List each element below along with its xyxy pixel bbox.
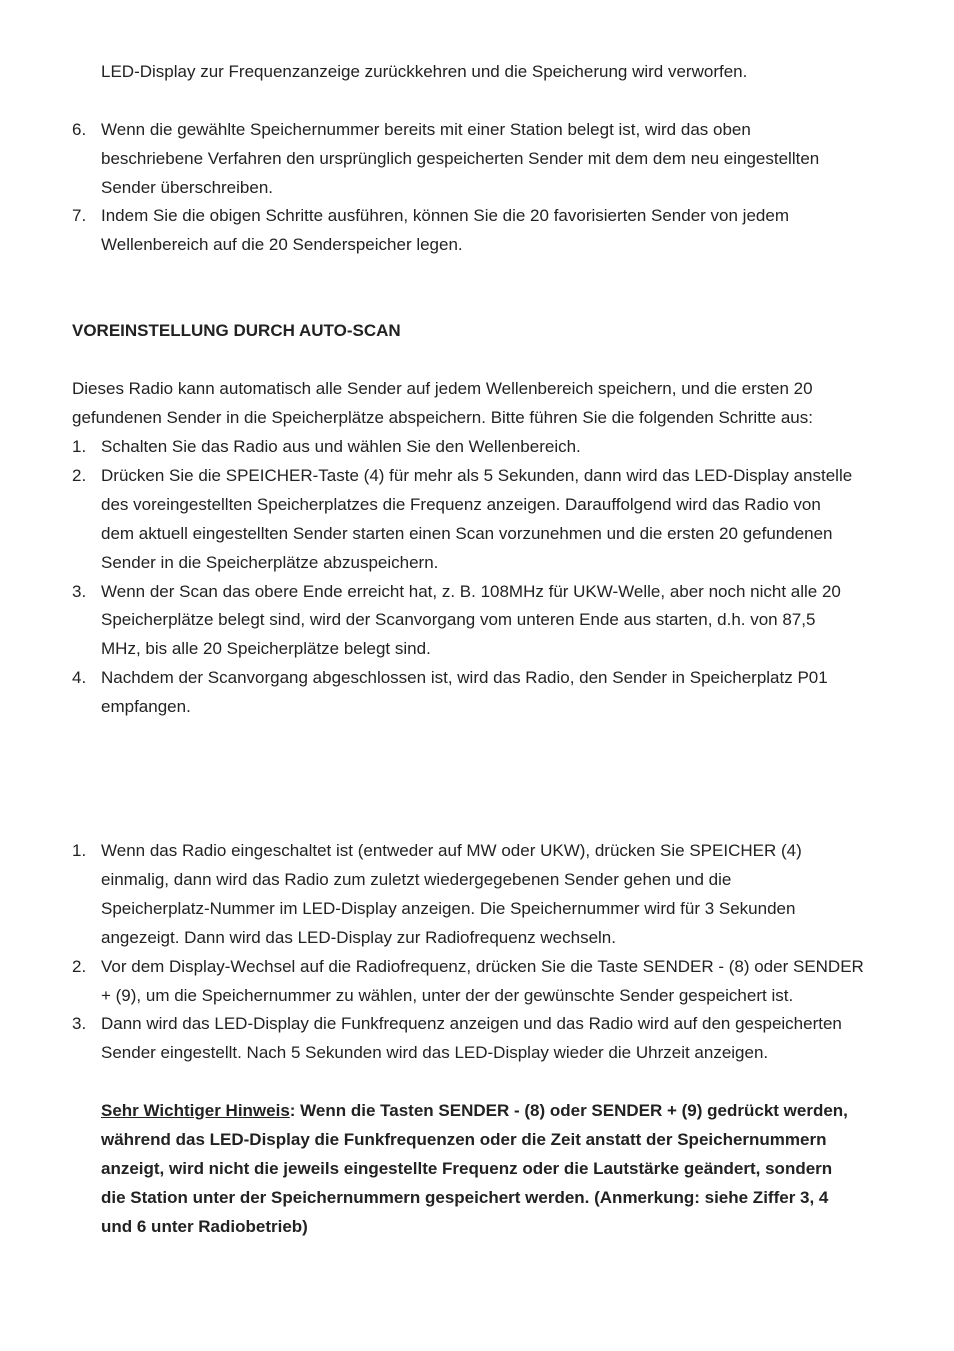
list-item-number: 2. [72,957,87,976]
list-item-number: 7. [72,206,87,225]
list-item-line: Sender eingestellt. Nach 5 Sekunden wird das LED-Display wieder die Uhrzeit anzeigen. [101,1043,769,1062]
important-note-colon: : [289,1101,296,1120]
list-item-line: Wenn der Scan das obere Ende erreicht hat, z. B. 108MHz für UKW-Welle, aber noch nicht alle 20 [101,582,841,601]
list-item-line: Speicherplätze belegt sind, wird der Scanvorgang vom unteren Ende aus starten, d.h. von 87,5 [101,610,816,629]
intro-continuation: LED-Display zur Frequenzanzeige zurückkehren und die Speicherung wird verworfen. [101,62,748,81]
list-item-line: angezeigt. Dann wird das LED-Display zur Radiofrequenz wechseln. [101,928,616,947]
list-item-number: 4. [72,668,87,687]
list-item-number: 6. [72,120,87,139]
important-note-line: die Station unter der Speichernummern gespeichert werden. (Anmerkung: siehe Ziffer 3, 4 [101,1188,829,1207]
list-item-line: Sender überschreiben. [101,178,274,197]
list-item-line: Nachdem der Scanvorgang abgeschlossen ist, wird das Radio, den Sender in Speicherplatz P01 [101,668,828,687]
important-note-text: Wenn die Tasten SENDER - (8) oder SENDER + (9) gedrückt werden, [295,1101,848,1120]
list-item-line: Drücken Sie die SPEICHER-Taste (4) für mehr als 5 Sekunden, dann wird das LED-Display anstelle [101,466,853,485]
list-item-line: dem aktuell eingestellten Sender starten einen Scan vorzunehmen und die ersten 20 gefundenen [101,524,833,543]
list-item-line: MHz, bis alle 20 Speicherplätze belegt sind. [101,639,431,658]
list-item-number: 2. [72,466,87,485]
section-heading-autoscan: VOREINSTELLUNG DURCH AUTO-SCAN [72,321,401,340]
important-note-line: anzeigt, wird nicht die jeweils eingestellte Frequenz oder die Lautstärke geändert, sondern [101,1159,833,1178]
important-note-line: während das LED-Display die Funkfrequenzen oder die Zeit anstatt der Speichernummern [101,1130,827,1149]
list-item-line: einmalig, dann wird das Radio zum zuletzt wiedergegebenen Sender gehen und die [101,870,732,889]
list-item-line: Vor dem Display-Wechsel auf die Radiofrequenz, drücken Sie die Taste SENDER - (8) oder SENDER [101,957,864,976]
list-item-line: Speicherplatz-Nummer im LED-Display anzeigen. Die Speichernummer wird für 3 Sekunden [101,899,796,918]
important-note-first-line [101,1100,848,1122]
list-item-line: Dann wird das LED-Display die Funkfrequenz anzeigen und das Radio wird auf den gespeicherten [101,1014,842,1033]
list-item-number: 3. [72,582,87,601]
list-item-line: Wenn das Radio eingeschaltet ist (entweder auf MW oder UKW), drücken Sie SPEICHER (4) [101,841,802,860]
list-item-line: Wenn die gewählte Speichernummer bereits mit einer Station belegt ist, wird das oben [101,120,751,139]
list-item-line: des voreingestellten Speicherplatzes die Frequenz anzeigen. Darauffolgend wird das Radio von [101,495,821,514]
list-item-line: Sender in die Speicherplätze abzuspeichern. [101,553,439,572]
list-item-line: empfangen. [101,697,191,716]
paragraph-line: gefundenen Sender in die Speicherplätze abspeichern. Bitte führen Sie die folgenden Schritte aus: [72,408,813,427]
important-note-label: Sehr Wichtiger Hinweis [101,1101,290,1120]
important-note-line: und 6 unter Radiobetrieb) [101,1217,308,1236]
list-item-line: + (9), um die Speichernummer zu wählen, unter der der gewünschte Sender gespeichert ist. [101,986,794,1005]
list-item-line: Schalten Sie das Radio aus und wählen Sie den Wellenbereich. [101,437,581,456]
list-item-number: 1. [72,841,87,860]
list-item-line: Indem Sie die obigen Schritte ausführen, können Sie die 20 favorisierten Sender von jedem [101,206,789,225]
list-item-number: 3. [72,1014,87,1033]
list-item-number: 1. [72,437,87,456]
paragraph-line: Dieses Radio kann automatisch alle Sender auf jedem Wellenbereich speichern, und die ersten 20 [72,379,813,398]
list-item-line: Wellenbereich auf die 20 Senderspeicher legen. [101,235,463,254]
list-item-line: beschriebene Verfahren den ursprünglich gespeicherten Sender mit dem dem neu eingestellten [101,149,820,168]
